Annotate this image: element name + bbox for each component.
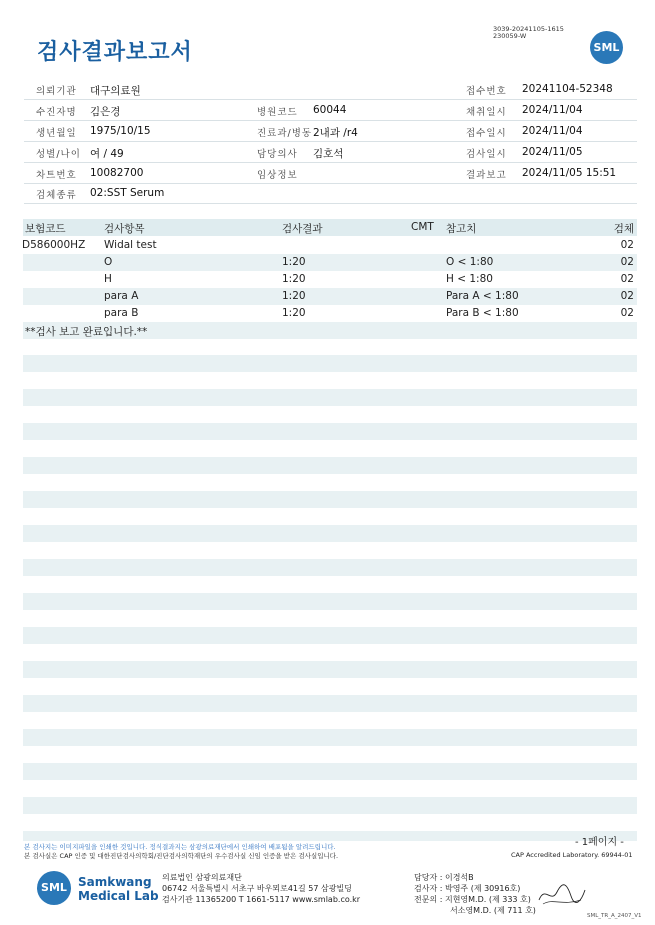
row-ref: O < 1:80 bbox=[446, 256, 494, 268]
col-header-code: 보험코드 bbox=[25, 223, 66, 235]
staff-line-2: 검사자 : 박영주 (제 30916호) bbox=[414, 884, 521, 893]
row-item: Widal test bbox=[104, 239, 157, 251]
test-date-label: 검사일시 bbox=[466, 149, 507, 160]
lab-name-line-2: Medical Lab bbox=[78, 889, 159, 903]
clinical-label: 임상정보 bbox=[257, 170, 298, 181]
staff-line-1: 담당자 : 이경석B bbox=[414, 873, 474, 882]
lab-name bbox=[78, 875, 159, 903]
row-code: D586000HZ bbox=[22, 239, 86, 251]
page-number: - 1페이지 - bbox=[575, 837, 624, 848]
table-row bbox=[23, 271, 637, 288]
row-item: para B bbox=[104, 307, 139, 319]
dept-value: 2내과 /r4 bbox=[313, 127, 358, 139]
doctor-label: 담당의사 bbox=[257, 149, 298, 160]
row-specimen: 02 bbox=[620, 290, 634, 302]
cap-accreditation: CAP Accredited Laboratory. 69944-01 bbox=[511, 851, 633, 859]
receive-date-value: 2024/11/04 bbox=[522, 125, 583, 137]
birth-label: 생년월일 bbox=[36, 128, 77, 139]
row-item: H bbox=[104, 273, 112, 285]
row-result: 1:20 bbox=[282, 256, 306, 268]
hosp-code-label: 병원코드 bbox=[257, 107, 298, 118]
results-table-header bbox=[23, 219, 637, 236]
empty-band bbox=[23, 355, 637, 372]
completion-note: **검사 보고 완료입니다.** bbox=[25, 326, 148, 338]
empty-band bbox=[23, 627, 637, 644]
lab-address-line-1: 의료법인 삼광의료재단 bbox=[162, 873, 242, 882]
cap-notice: 본 검사실은 CAP 인증 및 대한진단검사의학회/진단검사의학재단의 우수검사실 신임 인증을 받은 검사실입니다. bbox=[24, 852, 339, 860]
row-specimen: 02 bbox=[620, 307, 634, 319]
sex-age-value: 여 / 49 bbox=[90, 148, 124, 160]
col-header-cmt: CMT bbox=[411, 221, 434, 233]
empty-band bbox=[23, 423, 637, 440]
empty-band bbox=[23, 763, 637, 780]
row-specimen: 02 bbox=[620, 239, 634, 251]
test-date-value: 2024/11/05 bbox=[522, 146, 583, 158]
document-code bbox=[493, 26, 564, 40]
col-header-specimen: 검체 bbox=[613, 223, 634, 235]
empty-band bbox=[23, 695, 637, 712]
info-row-6 bbox=[24, 183, 637, 204]
sml-footer-logo: SML bbox=[37, 871, 71, 905]
patient-label: 수진자명 bbox=[36, 107, 77, 118]
table-row bbox=[23, 288, 637, 305]
signature-icon bbox=[537, 880, 587, 910]
hosp-code-value: 60044 bbox=[313, 104, 347, 116]
empty-band bbox=[23, 593, 637, 610]
patient-value: 김은경 bbox=[90, 106, 121, 118]
chart-label: 차트번호 bbox=[36, 170, 77, 181]
table-row bbox=[23, 305, 637, 322]
document-code-line-2: 230059-W bbox=[493, 32, 527, 40]
reception-no-label: 접수번호 bbox=[466, 86, 507, 97]
specimen-value: 02:SST Serum bbox=[90, 187, 165, 199]
empty-band bbox=[23, 389, 637, 406]
doctor-value: 김호석 bbox=[313, 148, 344, 160]
empty-band bbox=[23, 729, 637, 746]
row-specimen: 02 bbox=[620, 256, 634, 268]
collect-date-label: 채취일시 bbox=[466, 107, 507, 118]
row-ref: H < 1:80 bbox=[446, 273, 493, 285]
image-notice: 본 검사지는 이미지파일을 인쇄한 것입니다. 정식결과지는 삼광의료재단에서 인쇄하여 배포됨을 알려드립니다. bbox=[24, 843, 336, 851]
table-row bbox=[23, 254, 637, 271]
empty-band bbox=[23, 559, 637, 576]
staff-line-4: 서소영M.D. (제 711 호) bbox=[450, 906, 536, 915]
empty-band bbox=[23, 661, 637, 678]
info-row-2 bbox=[24, 100, 637, 121]
chart-value: 10082700 bbox=[90, 167, 144, 179]
empty-band bbox=[23, 491, 637, 508]
staff-line-3: 전문의 : 지현영M.D. (제 333 호) bbox=[414, 895, 531, 904]
table-row bbox=[23, 237, 637, 254]
empty-band bbox=[23, 797, 637, 814]
collect-date-value: 2024/11/04 bbox=[522, 104, 583, 116]
row-ref: Para B < 1:80 bbox=[446, 307, 519, 319]
lab-address bbox=[162, 872, 360, 905]
row-result: 1:20 bbox=[282, 290, 306, 302]
row-result: 1:20 bbox=[282, 307, 306, 319]
reception-no-value: 20241104-52348 bbox=[522, 83, 613, 95]
info-row-4 bbox=[24, 142, 637, 163]
staff-info bbox=[414, 872, 536, 916]
specimen-label: 검체종류 bbox=[36, 190, 77, 201]
info-row-1 bbox=[24, 79, 637, 100]
lab-address-line-3: 검사기관 11365200 T 1661-5117 www.smlab.co.kr bbox=[162, 895, 361, 904]
report-date-label: 결과보고 bbox=[466, 170, 507, 181]
sex-age-label: 성별/나이 bbox=[36, 149, 81, 160]
info-row-5 bbox=[24, 163, 637, 184]
hospital-value: 대구의료원 bbox=[90, 85, 141, 97]
completion-row bbox=[23, 322, 637, 339]
hospital-label: 의뢰기관 bbox=[36, 86, 77, 97]
receive-date-label: 접수일시 bbox=[466, 128, 507, 139]
info-row-3 bbox=[24, 121, 637, 142]
dept-label: 진료과/병동 bbox=[257, 128, 313, 139]
row-result: 1:20 bbox=[282, 273, 306, 285]
report-date-value: 2024/11/05 15:51 bbox=[522, 167, 617, 179]
birth-value: 1975/10/15 bbox=[90, 125, 151, 137]
row-specimen: 02 bbox=[620, 273, 634, 285]
row-item: O bbox=[104, 256, 113, 268]
row-item: para A bbox=[104, 290, 139, 302]
page-title: 검사결과보고서 bbox=[37, 40, 193, 65]
lab-name-line-1: Samkwang bbox=[78, 875, 152, 889]
empty-band bbox=[23, 831, 637, 841]
empty-band bbox=[23, 525, 637, 542]
col-header-item: 검사항목 bbox=[104, 223, 145, 235]
document-code-line-1: 3039-20241105-1615 bbox=[493, 25, 564, 33]
doc-version-code: SML_TR_A_2407_V1 bbox=[587, 913, 642, 919]
col-header-result: 검사결과 bbox=[282, 223, 323, 235]
empty-band bbox=[23, 457, 637, 474]
sml-logo: SML bbox=[590, 31, 623, 64]
row-ref: Para A < 1:80 bbox=[446, 290, 519, 302]
col-header-ref: 참고치 bbox=[446, 223, 477, 235]
lab-address-line-2: 06742 서울특별시 서초구 바우뫼로41길 57 삼광빌딩 bbox=[162, 884, 352, 893]
